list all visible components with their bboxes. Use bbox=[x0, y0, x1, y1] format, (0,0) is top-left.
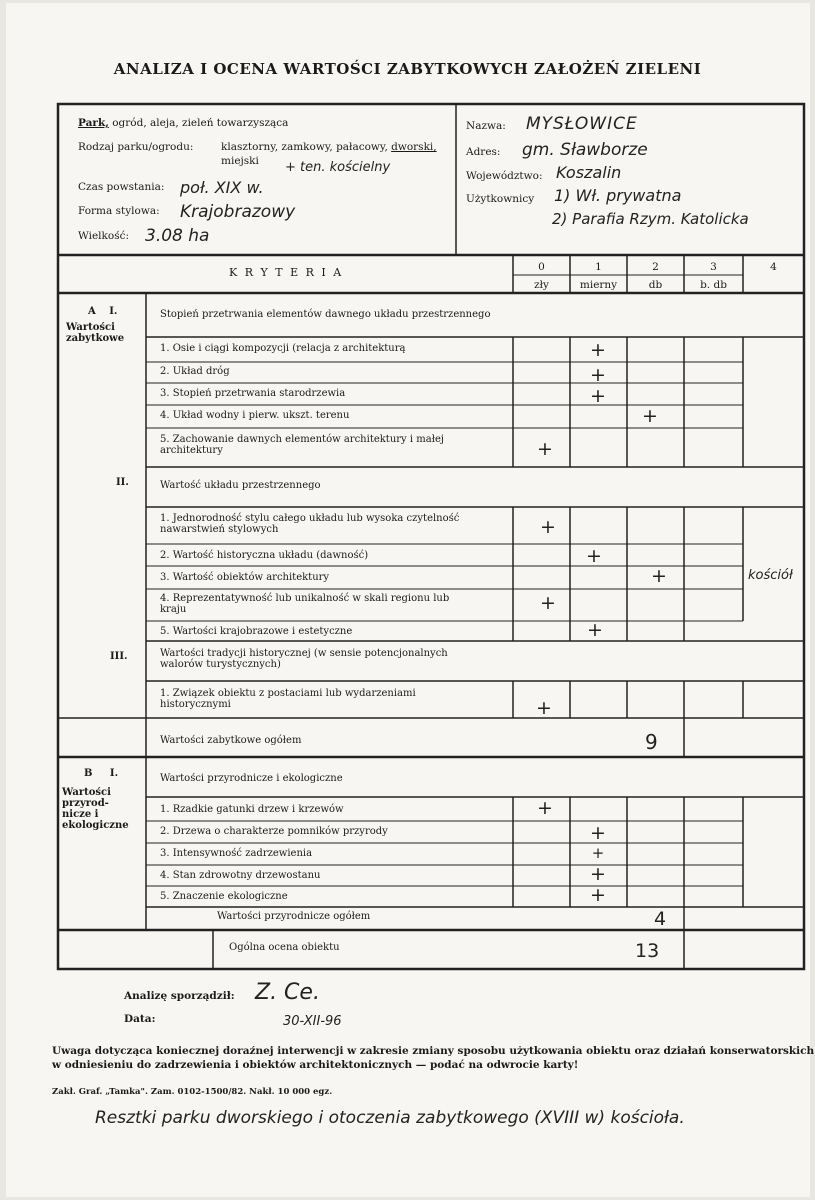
g1-item-1: 1. Osie i ciągi kompozycji (relacja z architekturą bbox=[160, 343, 406, 354]
section-a-label: A I. bbox=[88, 306, 118, 317]
score-3-name: b. db bbox=[700, 279, 727, 291]
score-0-num: 0 bbox=[538, 261, 545, 273]
mark-b-2: + bbox=[590, 822, 606, 844]
total-a-label: Wartości zabytkowe ogółem bbox=[160, 735, 302, 746]
nazwa-label: Nazwa: bbox=[466, 120, 506, 132]
wojewodztwo-value: Koszalin bbox=[556, 163, 622, 182]
g1-item-5: 5. Zachowanie dawnych elementów architektury i małej architektury bbox=[160, 434, 444, 456]
margin-note: kościół bbox=[748, 568, 793, 583]
b-item-2: 2. Drzewa o charakterze pomników przyrody bbox=[160, 826, 388, 837]
kryteria-header: K R Y T E R I A bbox=[229, 266, 344, 279]
adres-value: gm. Sławborze bbox=[522, 140, 648, 160]
b-item-4: 4. Stan zdrowotny drzewostanu bbox=[160, 870, 321, 881]
uzytkownicy-label: Użytkownicy bbox=[466, 193, 535, 205]
rodzaj-label: Rodzaj parku/ogrodu: bbox=[78, 141, 194, 153]
g2-item-5: 5. Wartości krajobrazowe i estetyczne bbox=[160, 626, 353, 637]
rodzaj-options: klasztorny, zamkowy, pałacowy, dworski, bbox=[221, 141, 437, 153]
total-b-value: 4 bbox=[654, 908, 667, 930]
b-item-1: 1. Rzadkie gatunki drzew i krzewów bbox=[160, 804, 344, 815]
forma-value: Krajobrazowy bbox=[180, 202, 296, 222]
mark-b-5: + bbox=[590, 884, 606, 906]
mark-g2-5: + bbox=[587, 619, 603, 641]
mark-b-4: + bbox=[590, 863, 606, 885]
uwaga-line-1: Uwaga dotycząca koniecznej doraźnej interwencji w zakresie zmiany sposobu użytkowania obiektu oraz działań konserwatorskich bbox=[52, 1045, 815, 1057]
mark-b-1: + bbox=[537, 797, 553, 819]
section-a-ii: II. bbox=[116, 477, 129, 488]
g1-item-2: 2. Układ dróg bbox=[160, 366, 230, 377]
mark-g1-5: + bbox=[537, 438, 553, 460]
forma-label: Forma stylowa: bbox=[78, 205, 160, 217]
g3-item-1: 1. Związek obiektu z postaciami lub wydarzeniami historycznymi bbox=[160, 688, 416, 710]
g2-item-1: 1. Jednorodność stylu całego układu lub wysoka czytelność nawarstwień stylowych bbox=[160, 513, 460, 535]
g1-item-4: 4. Układ wodny i pierw. ukszt. terenu bbox=[160, 410, 350, 421]
mark-b-3: + bbox=[591, 844, 605, 862]
mark-g2-4: + bbox=[540, 592, 556, 614]
uwaga-line-2: w odniesieniu do zadrzewienia i obiektów architektonicznych — podać na odwrocie karty! bbox=[52, 1059, 579, 1071]
group-3-header: Wartości tradycji historycznej (w sensie potencjonalnych walorów turystycznych) bbox=[160, 648, 448, 670]
form-title: ANALIZA I OCENA WARTOŚCI ZABYTKOWYCH ZAŁOŻEŃ ZIELENI bbox=[113, 60, 702, 78]
section-b-label: B I. bbox=[84, 768, 119, 779]
g2-item-4: 4. Reprezentatywność lub unikalność w skali regionu lub kraju bbox=[160, 593, 450, 615]
rodzaj-handwritten: + ten. kościelny bbox=[285, 160, 391, 175]
b-item-3: 3. Intensywność zadrzewienia bbox=[160, 848, 313, 859]
czas-label: Czas powstania: bbox=[78, 181, 165, 193]
b-item-5: 5. Znaczenie ekologiczne bbox=[160, 891, 288, 902]
rodzaj-miejski: miejski bbox=[221, 155, 259, 167]
mark-g1-2: + bbox=[590, 364, 606, 386]
mark-g3-1: + bbox=[536, 697, 552, 719]
analiza-label: Analizę sporządził: bbox=[124, 990, 235, 1002]
group-2-header: Wartość układu przestrzennego bbox=[160, 480, 321, 491]
wielkosc-label: Wielkość: bbox=[78, 230, 130, 242]
total-a-value: 9 bbox=[645, 730, 658, 754]
group-b-header: Wartości przyrodnicze i ekologiczne bbox=[160, 773, 343, 784]
overall-label: Ogólna ocena obiektu bbox=[229, 942, 340, 953]
score-1-num: 1 bbox=[595, 261, 602, 273]
group-1-header: Stopień przetrwania elementów dawnego układu przestrzennego bbox=[160, 309, 491, 320]
g2-item-3: 3. Wartość obiektów architektury bbox=[160, 572, 330, 583]
nazwa-value: MYSŁOWICE bbox=[526, 114, 638, 134]
uzytkownicy-value-1: 1) Wł. prywatna bbox=[554, 186, 682, 205]
score-1-name: mierny bbox=[579, 279, 618, 291]
section-b-name: Wartości przyrod-nicze i ekologiczne bbox=[62, 787, 129, 831]
score-2-num: 2 bbox=[652, 261, 659, 273]
score-0-name: zły bbox=[534, 279, 549, 291]
wojewodztwo-label: Województwo: bbox=[466, 170, 543, 182]
g1-item-3: 3. Stopień przetrwania starodrzewia bbox=[160, 388, 346, 399]
mark-g2-1: + bbox=[540, 516, 556, 538]
score-2-name: db bbox=[648, 279, 663, 291]
mark-g1-4: + bbox=[642, 405, 658, 427]
g2-item-2: 2. Wartość historyczna układu (dawność) bbox=[160, 550, 369, 561]
data-label: Data: bbox=[124, 1013, 156, 1025]
total-b-label: Wartości przyrodnicze ogółem bbox=[217, 911, 371, 922]
printer-info: Zakł. Graf. „Tamka". Zam. 0102-1500/82. Nakł. 10 000 egz. bbox=[52, 1087, 333, 1097]
wielkosc-value: 3.08 ha bbox=[145, 226, 210, 246]
park-type-line: Park, ogród, aleja, zieleń towarzysząca bbox=[78, 117, 289, 129]
overall-value: 13 bbox=[635, 940, 660, 962]
section-a-name: Wartości zabytkowe bbox=[66, 322, 125, 344]
handwritten-note: Resztki parku dworskiego i otoczenia zabytkowego (XVIII w) kościoła. bbox=[95, 1108, 685, 1128]
uzytkownicy-value-2: 2) Parafia Rzym. Katolicka bbox=[552, 210, 749, 228]
mark-g1-3: + bbox=[590, 385, 606, 407]
mark-g2-3: + bbox=[651, 565, 667, 587]
score-3-num: 3 bbox=[710, 261, 717, 273]
mark-g2-2: + bbox=[586, 545, 602, 567]
czas-value: poł. XIX w. bbox=[180, 178, 264, 197]
section-a-iii: III. bbox=[110, 651, 128, 662]
score-4-num: 4 bbox=[770, 261, 777, 273]
analiza-signature: Z. Ce. bbox=[255, 980, 320, 1005]
data-value: 30-XII-96 bbox=[283, 1014, 342, 1029]
mark-g1-1: + bbox=[590, 339, 606, 361]
adres-label: Adres: bbox=[466, 146, 501, 158]
